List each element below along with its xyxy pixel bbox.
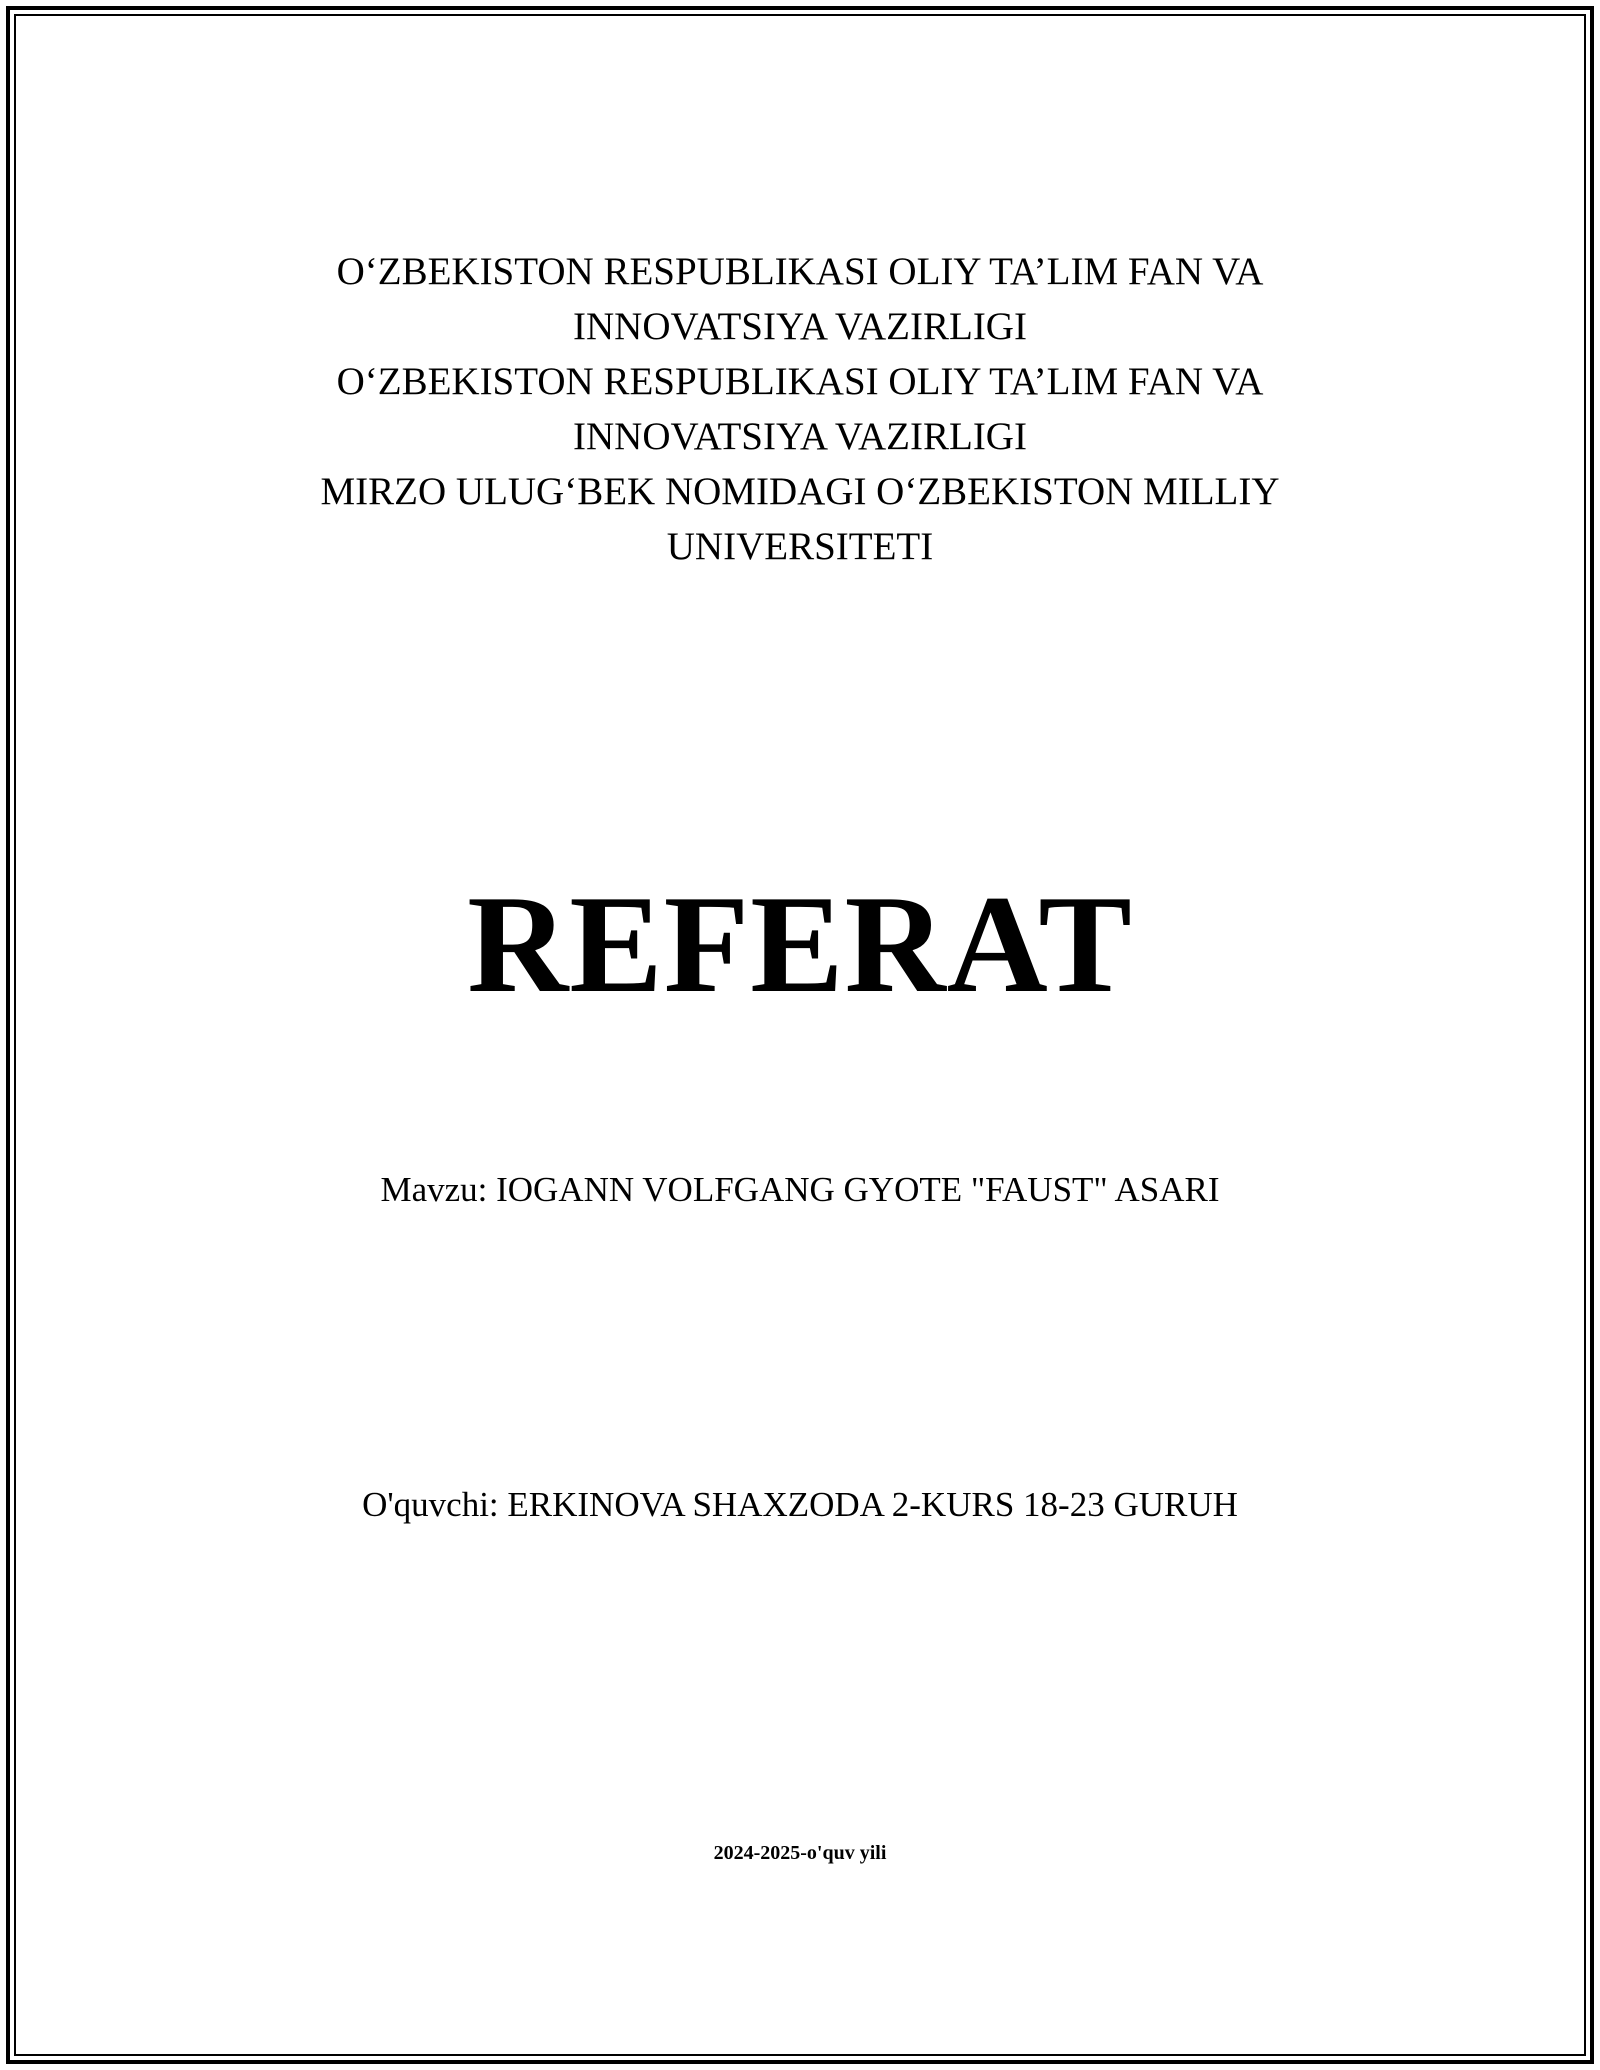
header-line: O‘ZBEKISTON RESPUBLIKASI OLIY TA’LIM FAN VA — [336, 250, 1264, 293]
document-title: REFERAT — [467, 867, 1133, 1022]
header-line: MIRZO ULUG‘BEK NOMIDAGI O‘ZBEKISTON MILLIY — [320, 470, 1280, 513]
header-line: INNOVATSIYA VAZIRLIGI — [573, 415, 1027, 458]
header-line: UNIVERSITETI — [666, 525, 934, 568]
header-line: O‘ZBEKISTON RESPUBLIKASI OLIY TA’LIM FAN VA — [336, 360, 1264, 403]
topic-line: Mavzu: IOGANN VOLFGANG GYOTE "FAUST" ASARI — [380, 1170, 1220, 1209]
header-line: INNOVATSIYA VAZIRLIGI — [573, 305, 1027, 348]
student-line: O'quvchi: ERKINOVA SHAXZODA 2-KURS 18-23 GURUH — [362, 1485, 1238, 1524]
academic-year: 2024-2025-o'quv yili — [713, 1842, 887, 1864]
ministry-header — [200, 244, 1400, 574]
